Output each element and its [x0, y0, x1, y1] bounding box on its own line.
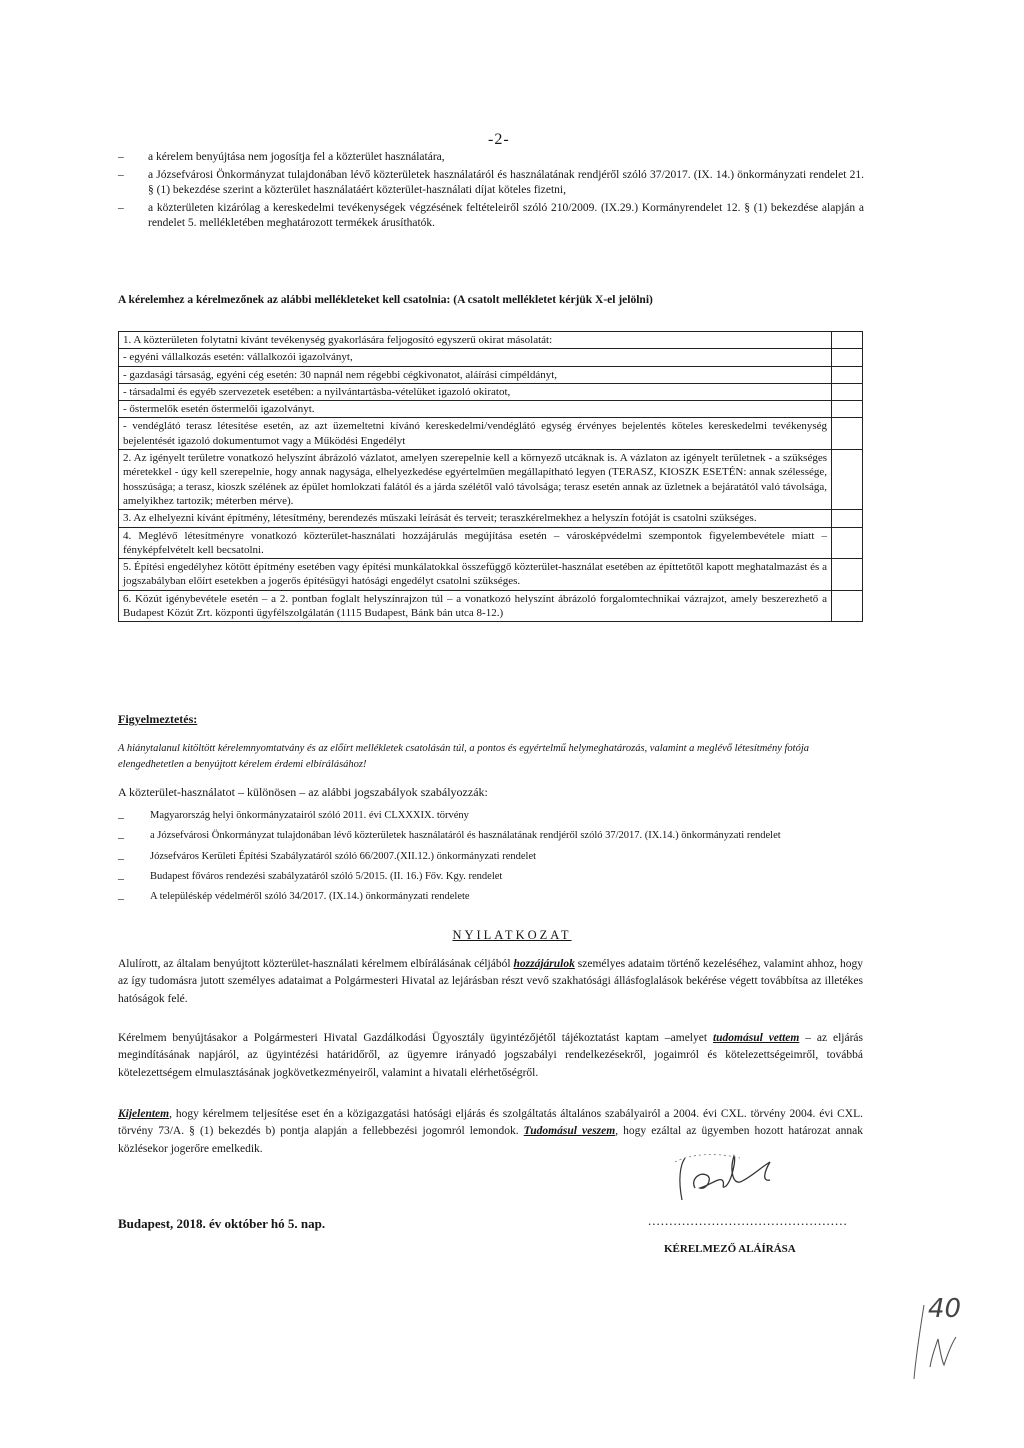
margin-number: 40 [928, 1294, 962, 1324]
declaration-paragraph-info [118, 1030, 863, 1082]
attachment-text: - társadalmi és egyéb szervezetek esetében: a nyilvántartásba-vételüket igazoló okiratot, [119, 383, 832, 400]
table-row [119, 332, 863, 349]
intro-list [118, 150, 864, 234]
handwritten-signature [670, 1150, 790, 1205]
table-row [119, 590, 863, 622]
table-row [119, 559, 863, 591]
signature-line: ............................................... [648, 1213, 848, 1228]
attachment-text: 3. Az elhelyezni kívánt építmény, létesítmény, berendezés műszaki leírását és terveit; teraszkérelmekhez a helyszín fotóját is csatolni szükséges. [119, 510, 832, 527]
attachment-checkbox[interactable] [832, 366, 863, 383]
law-item: – Józsefváros Kerületi Építési Szabályzatáról szóló 66/2007.(XII.12.) önkormányzati rendelet [118, 849, 864, 865]
attachment-checkbox[interactable] [832, 418, 863, 450]
law-item: – a Józsefvárosi Önkormányzat tulajdonában lévő közterületek használatáról és használatának rendjéről szóló 37/2017. (IX.14.) önkormányzati rendelet [118, 828, 864, 844]
attachment-text: 4. Meglévő létesítményre vonatkozó közterület-használati hozzájárulás megújítása esetén – városképvédelmi szempontok figyelembevétele miatt – fényképfelvételt kell becsatolni. [119, 527, 832, 559]
emphasis-text: Tudomásul veszem [523, 1125, 616, 1138]
attachment-checkbox[interactable] [832, 349, 863, 366]
paragraph-text: – az eljárás megindításának napjáról, az ügyintézési határidőről, az ügyemre irányadó jogszabályi rendelkezésekről, jogaimról és kötelezettségeimről, továbbá kötelezettségem elmulasztásának jogkövetkezményeiről, valamint a hivatali elérhetőségről. [118, 1032, 864, 1079]
table-row [119, 450, 863, 510]
attachment-checkbox[interactable] [832, 510, 863, 527]
attachments-table [118, 331, 863, 622]
attachment-text: 6. Közút igénybevétele esetén – a 2. pontban foglalt helyszínrajzon túl – a vonatkozó helyszínt ábrázoló forgalomtechnikai vázrajzot, amely beszerezhető a Budapest Közút Zrt. központi ügyfélszolgálatán (1115 Budapest, Bánk bán utca 8-12.) [119, 590, 832, 622]
law-item: – A településkép védelméről szóló 34/2017. (IX.14.) önkormányzati rendelete [118, 889, 864, 905]
table-row [119, 401, 863, 418]
paragraph-text: , hogy kérelmem teljesítése eset én a közigazgatási hatósági eljárás és szolgáltatás általános szabályairól a 2004. évi CXL. törvény 2004. évi CXL. törvény 73/A. § (1) bekezdés b) pontja alapján a fellebbezési jogomról lemondok. [118, 1108, 863, 1138]
intro-item: – a közterületen kizárólag a kereskedelmi tevékenységek végzésének feltételeiről szóló 210/2009. (IX.29.) Kormányrendelet 12. § (1) bekezdése alapján a rendelet 5. mellékletében meghatározott termékek árusíthatók. [118, 201, 864, 230]
intro-item: – a Józsefvárosi Önkormányzat tulajdonában lévő közterületek használatáról és használatának rendjéről szóló 37/2017. (IX. 14.) önkormányzati rendelet 21. § (1) bekezdése szerint a közterület használatáért közterület-használati díjat köteles fizetni, [118, 168, 864, 197]
emphasis-text: Kijelentem [118, 1108, 170, 1120]
table-row [119, 510, 863, 527]
table-row [119, 349, 863, 366]
attachment-text: 1. A közterületen folytatni kívánt tevékenység gyakorlására feljogosító egyszerű okirat másolatát: [119, 332, 832, 349]
handwritten-margin-note [910, 1275, 980, 1385]
emphasis-text: tudomásul vettem [712, 1032, 800, 1044]
warning-title: Figyelmeztetés: [118, 712, 198, 726]
laws-intro: A közterület-használatot – különösen – az alábbi jogszabályok szabályozzák: [118, 785, 488, 799]
table-row [119, 366, 863, 383]
attachment-checkbox[interactable] [832, 332, 863, 349]
page-number: -2- [488, 131, 510, 148]
attachment-checkbox[interactable] [832, 527, 863, 559]
table-row [119, 418, 863, 450]
paragraph-text: , hogy ezáltal az ügyemben hozott határozat annak közlésekor jogerőre emelkedik. [118, 1125, 863, 1155]
warning-text: A hiánytalanul kitöltött kérelemnyomtatvány és az előírt mellékletek csatolásán túl, a pontos és egyértelmű helymeghatározás, valamint a meglévő létesítmény fotója elengedhetetlen a benyújtott kérelem érdemi elbírálásához! [118, 743, 809, 770]
paragraph-text: Alulírott, az általam benyújtott közterület-használati kérelmem elbírálásának céljából [118, 958, 514, 970]
attachment-checkbox[interactable] [832, 383, 863, 400]
attachment-checkbox[interactable] [832, 450, 863, 510]
intro-item: – a kérelem benyújtása nem jogosítja fel a közterület használatára, [118, 150, 864, 164]
table-row [119, 383, 863, 400]
attachment-text: - vendéglátó terasz létesítése esetén, az azt üzemeltetni kívánó kereskedelmi/vendéglátó egység érvényes bejelentés köteles kereskedelmi tevékenység bejelentését igazoló dokumentumot vagy a Működési Engedélyt [119, 418, 832, 450]
paragraph-text: Kérelmem benyújtásakor a Polgármesteri Hivatal Gazdálkodási Ügyosztály ügyintézőjétől tájékoztatást kaptam –amelyet [118, 1032, 713, 1044]
attachment-checkbox[interactable] [832, 590, 863, 622]
law-item: – Budapest főváros rendezési szabályzatáról szóló 5/2015. (II. 16.) Főv. Kgy. rendelet [118, 869, 864, 885]
date-line: Budapest, 2018. év október hó 5. nap. [118, 1216, 326, 1231]
law-item: – Magyarország helyi önkormányzatairól szóló 2011. évi CLXXXIX. törvény [118, 808, 864, 824]
attachment-checkbox[interactable] [832, 401, 863, 418]
emphasis-text: hozzájárulok [513, 958, 575, 970]
table-row [119, 527, 863, 559]
laws-list [118, 808, 864, 909]
attachment-text: - őstermelők esetén őstermelői igazolványt. [119, 401, 832, 418]
attachment-checkbox[interactable] [832, 559, 863, 591]
attachment-text: - egyéni vállalkozás esetén: vállalkozói igazolványt, [119, 349, 832, 366]
declaration-title: NYILATKOZAT [452, 928, 572, 942]
attachment-text: - gazdasági társaság, egyéni cég esetén: 30 napnál nem régebbi cégkivonatot, aláírási címpéldányt, [119, 366, 832, 383]
declaration-paragraph-consent [118, 956, 863, 1008]
signature-label: KÉRELMEZŐ ALÁÍRÁSA [664, 1243, 796, 1255]
paragraph-text: személyes adataim történő kezeléséhez, valamint ahhoz, hogy az így tudomásra jutott személyes adataimat a Polgármesteri Hivatal az lejárásban részt vevő szakhatósági állásfoglalások bekérése végett továbbítsa az illetékes hatóságok felé. [118, 958, 863, 1005]
attachments-heading: A kérelemhez a kérelmezőnek az alábbi mellékleteket kell csatolnia: (A csatolt mellékletet kérjük X-el jelölni) [118, 294, 653, 306]
attachment-text: 2. Az igényelt területre vonatkozó helyszínt ábrázoló vázlatot, amelyen szerepelnie kell a környező utcáknak is. A vázlaton az igényelt területnek - a szükséges méretekkel - úgy kell szerepelnie, hogy annak nagysága, elhelyezkedése egyértelműen megállapítható legyen (TERASZ, KIOSZK ESETÉN: annak szélessége, hosszúsága; a terasz, kioszk szélének az épület homlokzati falától és a járda szélétől való távolsága; terasz esetén annak az üzletnek a bejáratától való távolsága, amelyikhez tartozik; méterben mérve). [119, 450, 832, 510]
attachment-text: 5. Építési engedélyhez kötött építmény esetében vagy építési munkálatokkal összefüggő közterület-használat esetében az építtetőtől kapott meghatalmazást és a jogszabályban előírt esetekben a jogerős építésügyi hatósági engedélyt csatolni szükséges. [119, 559, 832, 591]
